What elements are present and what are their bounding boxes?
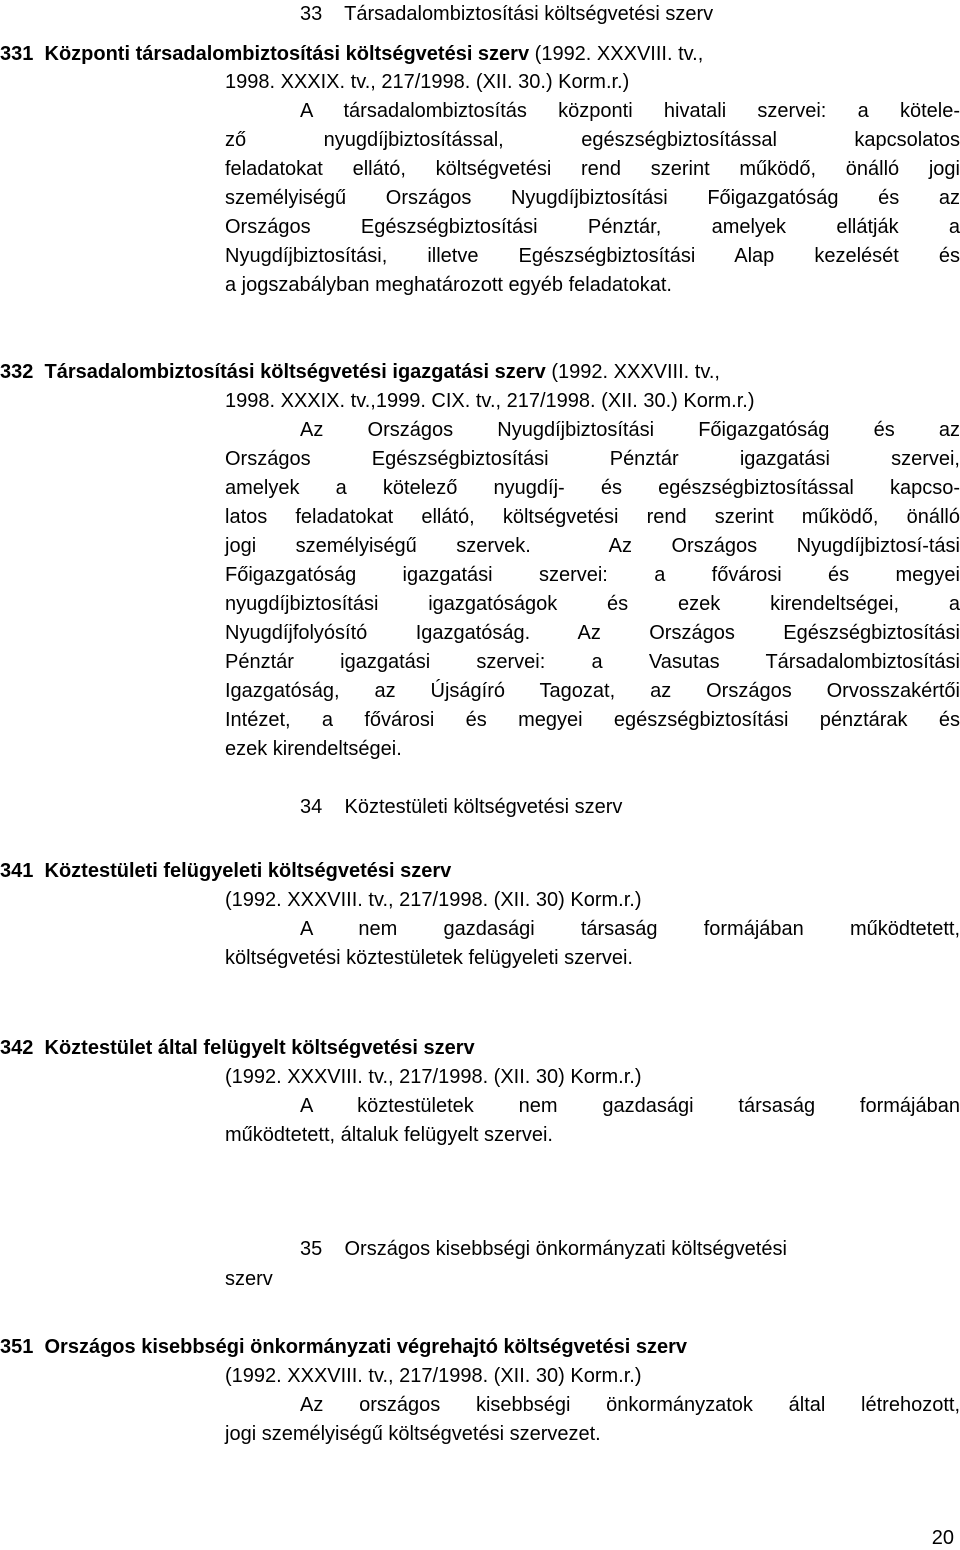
section-title: Központi társadalombiztosítási költségvetési szerv — [44, 43, 530, 65]
paragraph-line: nyugdíjbiztosítási igazgatóságok és ezek kirendeltségei, a — [225, 593, 960, 615]
section-number: 33 — [300, 3, 323, 25]
section-332-paragraph — [225, 416, 960, 764]
section-351-heading — [0, 1333, 687, 1362]
page-number: 20 — [931, 1527, 954, 1549]
paragraph-line: A nem gazdasági társaság formájában működtetett, — [300, 918, 960, 940]
paragraph-line: A köztestületek nem gazdasági társaság formájában — [300, 1095, 960, 1117]
section-number: 342 — [0, 1037, 34, 1059]
paragraph-line: Az országos kisebbségi önkormányzatok által létrehozott, — [300, 1394, 960, 1416]
section-title: Köztestületi felügyeleti költségvetési szerv — [44, 860, 452, 882]
section-351-paragraph — [225, 1391, 960, 1449]
section-number: 341 — [0, 860, 34, 882]
legal-reference: (1992. XXXVIII. tv., — [551, 361, 720, 383]
section-number: 332 — [0, 361, 34, 383]
legal-reference-continued: 1998. XXXIX. tv., 217/1998. (XII. 30.) Korm.r.) — [225, 71, 630, 93]
section-342-heading — [0, 1034, 475, 1063]
section-number: 35 — [300, 1238, 323, 1260]
legal-reference: (1992. XXXVIII. tv., 217/1998. (XII. 30) Korm.r.) — [225, 1066, 642, 1088]
paragraph-line: Igazgatóság, az Újságíró Tagozat, az Országos Orvosszakértői — [225, 680, 960, 702]
section-title: Társadalombiztosítási költségvetési szerv — [344, 3, 714, 25]
paragraph-line: Nyugdíjbiztosítási, illetve Egészségbiztosítási Alap kezelését és — [225, 245, 960, 267]
paragraph-line: Főigazgatóság igazgatási szervei: a fővárosi és megyei — [225, 564, 960, 586]
legal-reference: (1992. XXXVIII. tv., 217/1998. (XII. 30) Korm.r.) — [225, 889, 642, 911]
section-35-title-continued: szerv — [225, 1268, 273, 1290]
section-342-paragraph — [225, 1092, 960, 1150]
section-341-paragraph — [225, 915, 960, 973]
paragraph-line: Pénztár igazgatási szervei: a Vasutas Társadalombiztosítási — [225, 651, 960, 673]
section-title: Társadalombiztosítási költségvetési igazgatási szerv — [44, 361, 546, 383]
section-33-heading — [300, 0, 713, 29]
paragraph-line: Országos Egészségbiztosítási Pénztár, amelyek ellátják a — [225, 216, 960, 238]
paragraph-line: latos feladatokat ellátó, költségvetési rend szerint működő, önálló — [225, 506, 960, 528]
section-number: 34 — [300, 796, 323, 818]
paragraph-line: Országos Egészségbiztosítási Pénztár igazgatási szervei, — [225, 448, 960, 470]
section-331-paragraph — [225, 97, 960, 300]
section-title: Köztestületi költségvetési szerv — [344, 796, 623, 818]
paragraph-line: ezek kirendeltségei. — [225, 738, 402, 760]
paragraph-line: feladatokat ellátó, költségvetési rend szerint működő, önálló jogi — [225, 158, 960, 180]
paragraph-line: Intézet, a fővárosi és megyei egészségbiztosítási pénztárak és — [225, 709, 960, 731]
paragraph-line: működtetett, általuk felügyelt szervei. — [225, 1124, 553, 1146]
section-34-heading — [300, 793, 622, 822]
paragraph-line: költségvetési köztestületek felügyeleti szervei. — [225, 947, 633, 969]
paragraph-line: személyiségű Országos Nyugdíjbiztosítási Főigazgatóság és az — [225, 187, 960, 209]
legal-reference: (1992. XXXVIII. tv., 217/1998. (XII. 30) Korm.r.) — [225, 1365, 642, 1387]
legal-reference-continued: 1998. XXXIX. tv.,1999. CIX. tv., 217/1998. (XII. 30.) Korm.r.) — [225, 390, 755, 412]
section-number: 331 — [0, 43, 34, 65]
paragraph-line: amelyek a kötelező nyugdíj- és egészségbiztosítással kapcso- — [225, 477, 960, 499]
paragraph-line: Nyugdíjfolyósító Igazgatóság. Az Országos Egészségbiztosítási — [225, 622, 960, 644]
paragraph-line: jogi személyiségű szervek. Az Országos Nyugdíjbiztosí-tási — [225, 535, 960, 557]
section-title: Országos kisebbségi önkormányzati költségvetési — [344, 1238, 787, 1260]
paragraph-line: Az Országos Nyugdíjbiztosítási Főigazgatóság és az — [300, 419, 960, 441]
section-332-heading — [0, 358, 720, 387]
section-title: Országos kisebbségi önkormányzati végrehajtó költségvetési szerv — [44, 1336, 687, 1358]
section-number: 351 — [0, 1336, 34, 1358]
paragraph-line: jogi személyiségű költségvetési szervezet. — [225, 1423, 601, 1445]
section-331-heading — [0, 40, 703, 69]
paragraph-line: a jogszabályban meghatározott egyéb feladatokat. — [225, 274, 672, 296]
paragraph-line: A társadalombiztosítás központi hivatali szervei: a kötele- — [300, 100, 960, 122]
legal-reference: (1992. XXXVIII. tv., — [534, 43, 704, 65]
section-341-heading — [0, 857, 451, 886]
section-title: Köztestület által felügyelt költségvetési szerv — [44, 1037, 475, 1059]
paragraph-line: ző nyugdíjbiztosítással, egészségbiztosítással kapcsolatos — [225, 129, 960, 151]
section-35-heading — [300, 1235, 787, 1264]
